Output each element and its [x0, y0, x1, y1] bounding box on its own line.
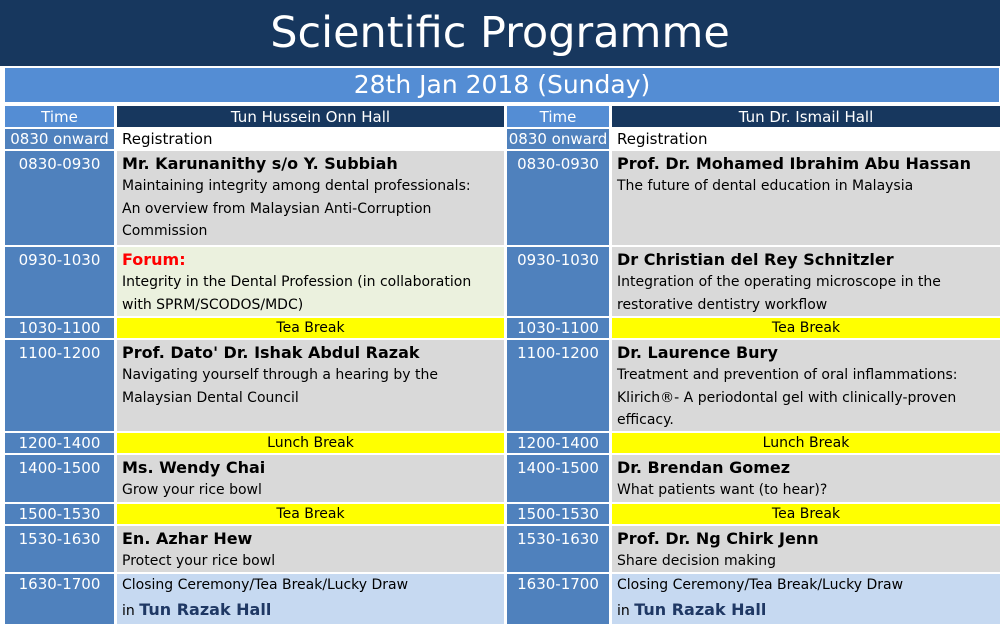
- tea-break-cell: Tea Break: [612, 318, 1000, 338]
- talk-title-line: Maintaining integrity among dental professionals:: [122, 178, 471, 194]
- talk-title-line: efficacy.: [617, 412, 674, 428]
- lunch-break-cell: Lunch Break: [117, 433, 504, 453]
- session-cell: [612, 526, 1000, 572]
- time-cell: 1400-1500: [5, 455, 114, 502]
- time-header: Time: [507, 106, 609, 127]
- time-cell: 0830 onward: [508, 130, 608, 148]
- talk-title-line: Integration of the operating microscope in the: [617, 274, 941, 290]
- talk-title-line: An overview from Malaysian Anti-Corruption: [122, 200, 432, 217]
- time-cell: 1630-1700: [507, 574, 609, 624]
- time-cell: 1500-1530: [5, 504, 114, 524]
- date-banner: 28th Jan 2018 (Sunday): [5, 68, 999, 102]
- time-cell: 1630-1700: [5, 574, 114, 624]
- time-cell: 1200-1400: [507, 433, 609, 453]
- session-cell: [612, 151, 1000, 245]
- speaker-name: Mr. Karunanithy s/o Y. Subbiah: [122, 154, 398, 173]
- closing-text: Closing Ceremony/Tea Break/Lucky Draw: [122, 577, 409, 593]
- hall-header-tun-hussein-onn: Tun Hussein Onn Hall: [117, 106, 504, 127]
- speaker-name: Dr Christian del Rey Schnitzler: [617, 250, 894, 269]
- speaker-name: Prof. Dr. Ng Chirk Jenn: [617, 529, 819, 548]
- tea-break-cell: Tea Break: [117, 318, 504, 338]
- forum-label: Forum:: [122, 250, 186, 269]
- closing-cell: [612, 574, 1000, 624]
- tea-break-cell: Tea Break: [612, 504, 1000, 524]
- registration-cell: Registration: [612, 129, 1000, 149]
- time-cell: 1100-1200: [507, 340, 609, 431]
- time-cell: 0830-0930: [507, 151, 609, 245]
- hall-header-tun-dr-ismail: Tun Dr. Ismail Hall: [612, 106, 1000, 127]
- speaker-name: Prof. Dr. Mohamed Ibrahim Abu Hassan: [617, 154, 971, 173]
- talk-title-line: Klirich®- A periodontal gel with clinically-proven: [617, 389, 957, 406]
- lunch-break-cell: Lunch Break: [612, 433, 1000, 453]
- talk-title-line: What patients want (to hear)?: [617, 482, 828, 498]
- page-title: Scientific Programme: [0, 0, 1000, 66]
- session-cell: [117, 151, 504, 245]
- closing-hall-name: Tun Razak Hall: [634, 599, 767, 619]
- time-cell: 0930-1030: [5, 247, 114, 316]
- session-cell: [117, 340, 504, 431]
- talk-title-line: Malaysian Dental Council: [122, 389, 299, 406]
- time-cell: 1030-1100: [507, 318, 609, 338]
- talk-title-line: Protect your rice bowl: [122, 553, 276, 569]
- session-cell: [612, 247, 1000, 316]
- talk-title-line: The future of dental education in Malaysia: [617, 178, 914, 194]
- session-cell: [612, 340, 1000, 431]
- time-cell: 1400-1500: [507, 455, 609, 502]
- time-cell: 1500-1530: [507, 504, 609, 524]
- time-cell: 1530-1630: [507, 526, 609, 572]
- speaker-name: Dr. Brendan Gomez: [617, 458, 791, 477]
- session-cell: [117, 455, 504, 502]
- time-cell: 0830 onward: [5, 129, 114, 149]
- closing-cell: [117, 574, 504, 624]
- session-cell: [612, 455, 1000, 502]
- registration-cell: Registration: [117, 129, 504, 149]
- forum-cell: [117, 247, 504, 316]
- talk-title-line: Share decision making: [617, 553, 776, 569]
- time-cell: 0930-1030: [507, 247, 609, 316]
- talk-title-line: restorative dentistry workflow: [617, 296, 828, 313]
- forum-description-line: Integrity in the Dental Profession (in collaboration: [122, 274, 472, 290]
- time-header: Time: [5, 106, 114, 127]
- time-cell: 1530-1630: [5, 526, 114, 572]
- session-cell: [117, 526, 504, 572]
- speaker-name: Ms. Wendy Chai: [122, 458, 266, 477]
- speaker-name: Dr. Laurence Bury: [617, 343, 778, 362]
- talk-title-line: Grow your rice bowl: [122, 482, 262, 498]
- talk-title-line: Commission: [122, 223, 208, 239]
- speaker-name: En. Azhar Hew: [122, 529, 253, 548]
- closing-text: Closing Ceremony/Tea Break/Lucky Draw: [617, 577, 904, 593]
- closing-in-text: in: [617, 602, 630, 619]
- forum-description-line: with SPRM/SCODOS/MDC): [122, 296, 304, 313]
- time-cell: 1030-1100: [5, 318, 114, 338]
- closing-hall-name: Tun Razak Hall: [139, 599, 272, 619]
- time-cell: 0830-0930: [5, 151, 114, 245]
- time-cell: 1200-1400: [5, 433, 114, 453]
- time-cell: 1100-1200: [5, 340, 114, 431]
- tea-break-cell: Tea Break: [117, 504, 504, 524]
- speaker-name: Prof. Dato' Dr. Ishak Abdul Razak: [122, 343, 420, 362]
- closing-in-text: in: [122, 602, 135, 619]
- talk-title-line: Navigating yourself through a hearing by the: [122, 367, 438, 383]
- talk-title-line: Treatment and prevention of oral inflammations:: [617, 367, 958, 383]
